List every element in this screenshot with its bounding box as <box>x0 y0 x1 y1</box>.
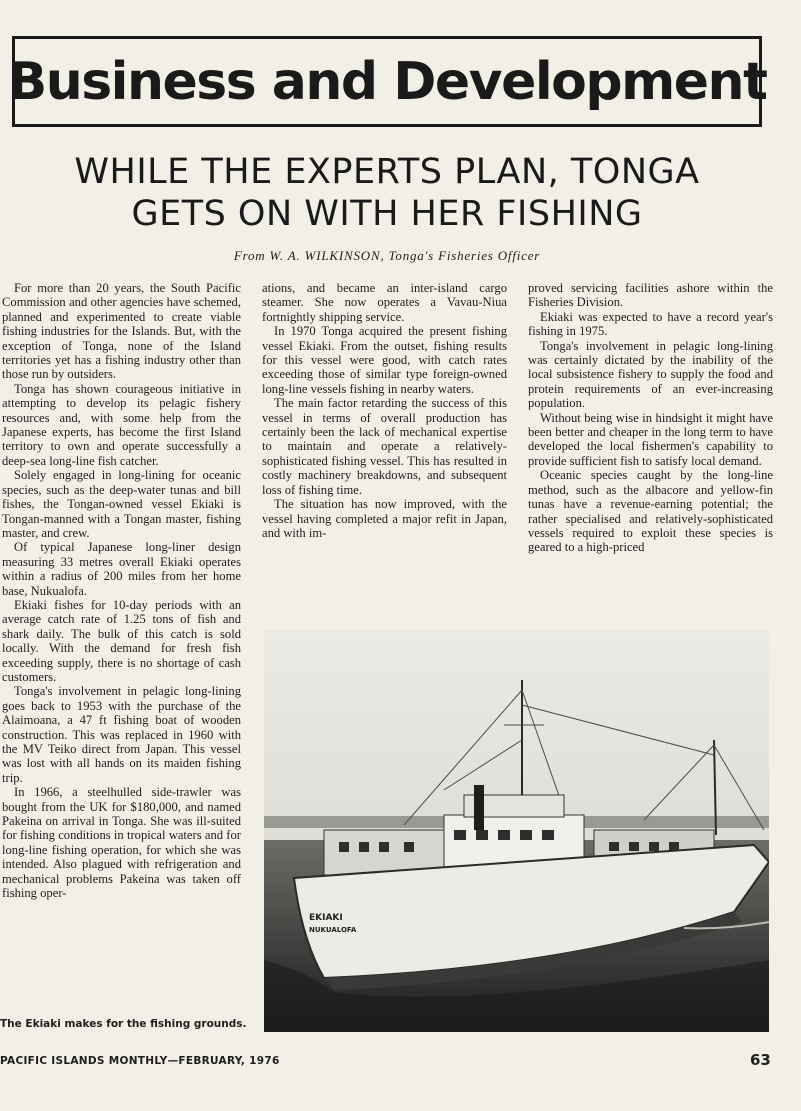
headline-line-2: GETS ON WITH HER FISHING <box>131 194 643 234</box>
paragraph: The main factor retarding the success of this vessel in terms of overall production has certainly been the lack of mechanical expertise to maintain and operate a relatively-sophisticated fishing vessel. This has resulted in costly machinery breakdowns, and subsequent loss of fishing time. <box>262 396 507 497</box>
article-column-3 <box>528 281 773 555</box>
paragraph: Solely engaged in long-lining for oceanic species, such as the deep-water tunas and bill fishes, the Tongan-owned vessel Ekiaki is Tongan-manned with a Tongan master, fishing master, and crew. <box>2 468 241 540</box>
paragraph: Ekiaki fishes for 10-day periods with an average catch rate of 1.25 tons of fish and shark daily. The bulk of this catch is sold locally. With the demand for fresh fish exceeding supply, there is no shortage of cash customers. <box>2 597 241 684</box>
paragraph: Tonga has shown courageous initiative in attempting to develop its pelagic fishery resources and, with some help from the Japanese experts, has become the first Island territory to own and operate successfully a deep-sea long-line fish catcher. <box>2 381 241 468</box>
paragraph: Tonga's involvement in pelagic long-lining was certainly dictated by the inability of the local subsistence fishery to supply the food and protein requirements of an ever-increasing population. <box>528 338 773 411</box>
paragraph: ations, and became an inter-island cargo steamer. She now operates a Vavau-Niua fortnightly shipping service. <box>262 281 507 324</box>
paragraph: In 1970 Tonga acquired the present fishing vessel Ekiaki. From the outset, fishing results for this vessel were good, with catch rates exceeding those of similar type foreign-owned long-line vessels fishing in nearby waters. <box>262 324 507 396</box>
byline: From W. A. WILKINSON, Tonga's Fisheries Officer <box>233 248 541 263</box>
paragraph: Ekiaki was expected to have a record year's fishing in 1975. <box>528 309 773 339</box>
headline-line-1: WHILE THE EXPERTS PLAN, TONGA <box>74 152 700 192</box>
footer-publication: PACIFIC ISLANDS MONTHLY—FEBRUARY, 1976 <box>0 1055 280 1067</box>
ship-illustration <box>264 630 769 1032</box>
article-column-2 <box>262 281 507 540</box>
paragraph: In 1966, a steelhulled side-trawler was bought from the UK for $180,000, and named Pakeina on arrival in Tonga. She was ill-suited for fishing conditions in tropical waters and for long-line fishing operation, for which she was intended. Also plagued with refrigeration and mechanical problems Pakeina was taken off fishing oper- <box>2 785 241 901</box>
hull-name-text: EKIAKI <box>309 913 343 923</box>
section-header-box <box>7 36 767 127</box>
article-column-1 <box>2 281 241 900</box>
paragraph: Tonga's involvement in pelagic long-lining goes back to 1953 with the purchase of the Alaimoana, a 47 ft fishing boat of wooden construction. This was replaced in 1960 with the MV Teiko direct from Japan. This vessel was lost with all hands on its maiden fishing trip. <box>2 684 241 785</box>
paragraph: The situation has now improved, with the vessel having completed a major refit in Japan, and with im- <box>262 497 507 540</box>
paragraph: proved servicing facilities ashore within the Fisheries Division. <box>528 281 773 310</box>
paragraph: For more than 20 years, the South Pacific Commission and other agencies have schemed, planned and experimented to create viable fishing industries for the Islands. But, with the exception of Tonga, none of the Island territories yet has a fishing industry other than those run by outsiders. <box>2 281 241 382</box>
paragraph: Of typical Japanese long-liner design measuring 33 metres overall Ekiaki operates within a radius of 200 miles from her home base, Nukualofa. <box>2 540 241 598</box>
page-number: 63 <box>750 1051 771 1069</box>
hull-port-text: NUKUALOFA <box>309 926 357 934</box>
photo-caption: The Ekiaki makes for the fishing grounds. <box>0 1018 247 1030</box>
paragraph: Oceanic species caught by the long-line method, such as the albacore and yellow-fin tunas have a revenue-earning potential; the rather specialised and relatively-sophisticated vessels required to exploit these species is geared to a high-priced <box>528 468 773 555</box>
paragraph: Without being wise in hindsight it might have been better and cheaper in the long term to have developed the local fishermen's capability to provide sufficient fish to satisfy local demand. <box>528 410 773 468</box>
photo-fishing-vessel <box>264 630 769 1032</box>
section-title: Business and Development <box>7 51 767 112</box>
